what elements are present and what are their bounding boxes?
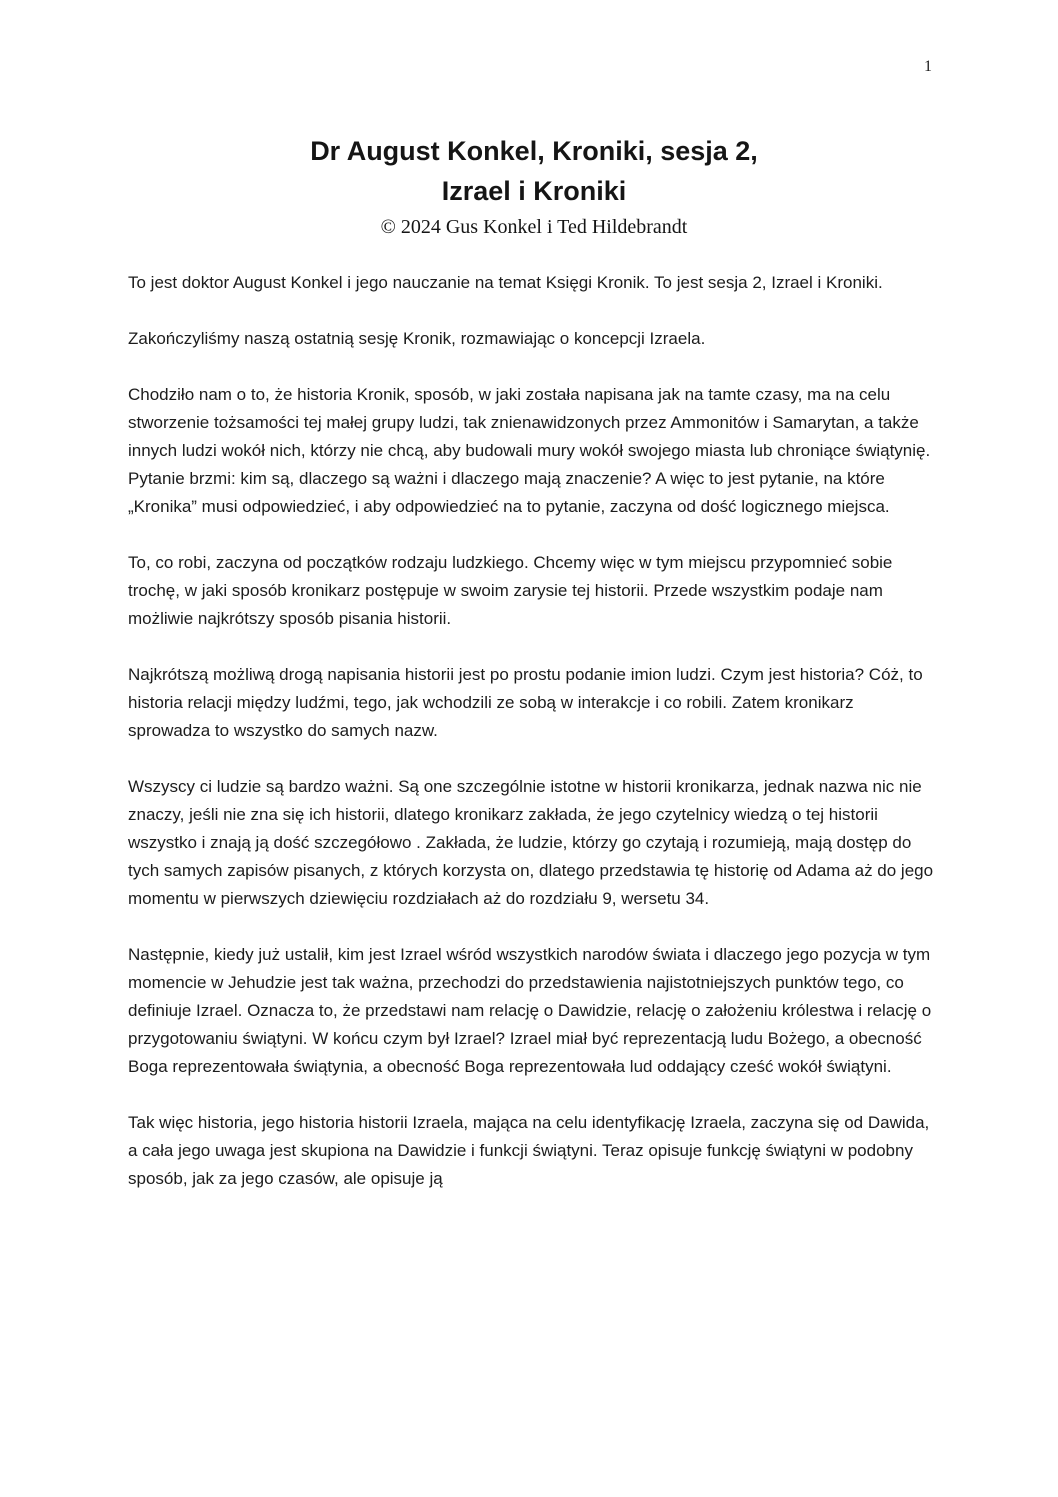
page-number: 1: [924, 58, 932, 75]
paragraph-8: Tak więc historia, jego historia historii Izraela, mająca na celu identyfikację Izraela, zaczyna się od Dawida, a cała jego uwaga jest skupiona na Dawidzie i funkcji świątyni. Teraz opisuje funkcję świątyni w podobny sposób, jak za jego czasów, ale opisuje ją: [128, 1113, 930, 1188]
document-body: [128, 269, 940, 1193]
paragraph-4: To, co robi, zaczyna od początków rodzaju ludzkiego. Chcemy więc w tym miejscu przypomnieć sobie trochę, w jaki sposób kronikarz postępuje w swoim zarysie tej historii. Przede wszystkim podaje nam możliwie najkrótszy sposób pisania historii.: [128, 553, 893, 628]
paragraph-1: To jest doktor August Konkel i jego nauczanie na temat Księgi Kronik. To jest sesja 2, Izrael i Kroniki.: [128, 273, 883, 292]
document-content: [128, 0, 940, 1221]
title-line-2: Izrael i Kroniki: [441, 176, 627, 206]
document-title: [128, 131, 940, 211]
copyright-line: © 2024 Gus Konkel i Ted Hildebrandt: [380, 216, 688, 238]
paragraph-5: Najkrótszą możliwą drogą napisania historii jest po prostu podanie imion ludzi. Czym jest historia? Cóż, to historia relacji między ludźmi, tego, jak wchodzili ze sobą w interakcje i co robili. Zatem kronikarz sprowadza to wszystko do samych nazw.: [128, 665, 923, 740]
paragraph-6: Wszyscy ci ludzie są bardzo ważni. Są one szczególnie istotne w historii kronikarza, jednak nazwa nic nie znaczy, jeśli nie zna się ich historii, dlatego kronikarz zakłada, że jego czytelnicy wiedzą o tej historii wszystko i znają ją dość szczegółowo . Zakłada, że ludzie, którzy go czytają i rozumieją, mają dostęp do tych samych zapisów pisanych, z których korzysta on, dlatego przedstawia tę historię od Adama aż do jego momentu w pierwszych dziewięciu rozdziałach aż do rozdziału 9, wersetu 34.: [128, 777, 934, 908]
paragraph-3: Chodziło nam o to, że historia Kronik, sposób, w jaki została napisana jak na tamte czasy, ma na celu stworzenie tożsamości tej małej grupy ludzi, tak znienawidzonych przez Ammonitów i Samarytan, a także innych ludzi wokół nich, którzy nie chcą, aby budowali mury wokół swojego miasta lub chroniące świątynię. Pytanie brzmi: kim są, dlaczego są ważni i dlaczego mają znaczenie? A więc to jest pytanie, na które „Kronika” musi odpowiedzieć, i aby odpowiedzieć na to pytanie, zaczyna od dość logicznego miejsca.: [128, 385, 931, 516]
paragraph-2: Zakończyliśmy naszą ostatnią sesję Kronik, rozmawiając o koncepcji Izraela.: [128, 329, 706, 348]
title-line-1: Dr August Konkel, Kroniki, sesja 2,: [310, 136, 758, 166]
paragraph-7: Następnie, kiedy już ustalił, kim jest Izrael wśród wszystkich narodów świata i dlaczego jego pozycja w tym momencie w Jehudzie jest tak ważna, przechodzi do przedstawienia najistotniejszych punktów tego, co definiuje Izrael. Oznacza to, że przedstawi nam relację o Dawidzie, relację o założeniu królestwa i relację o przygotowaniu świątyni. W końcu czym był Izrael? Izrael miał być reprezentacją ludu Bożego, a obecność Boga reprezentowała świątynia, a obecność Boga reprezentowała lud oddający cześć wokół świątyni.: [128, 945, 932, 1076]
